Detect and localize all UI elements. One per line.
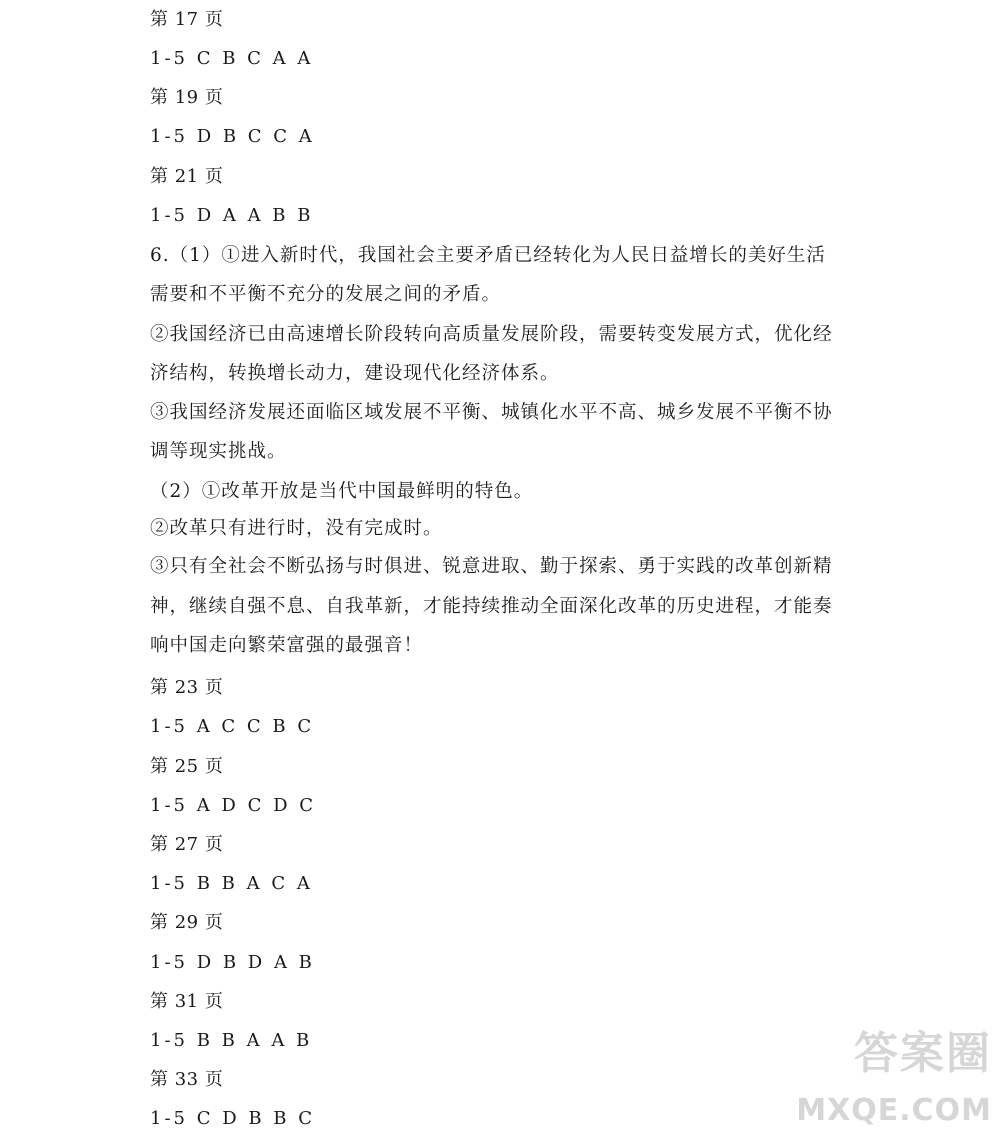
question-6-part-1-point-2-line-2: 济结构，转换增长动力，建设现代化经济体系。 xyxy=(150,363,560,384)
page-heading-23: 第 23 页 xyxy=(150,677,224,698)
question-6-part-2-point-3-line-2: 神，继续自强不息、自我革新，才能持续推动全面深化改革的历史进程，才能奏 xyxy=(150,596,833,617)
watermark-logo: 答案圈 xyxy=(854,1028,992,1079)
answers-page-31: 1-5 B B A A B xyxy=(150,1030,313,1051)
page-heading-21: 第 21 页 xyxy=(150,166,224,187)
answers-page-23: 1-5 A C C B C xyxy=(150,716,315,737)
page-heading-29: 第 29 页 xyxy=(150,912,224,933)
page-heading-31: 第 31 页 xyxy=(150,991,224,1012)
question-6-part-1-point-2-line-1: ②我国经济已由高速增长阶段转向高质量发展阶段，需要转变发展方式，优化经 xyxy=(150,324,833,345)
page-heading-25: 第 25 页 xyxy=(150,756,224,777)
question-6-part-1-point-1-line-2: 需要和不平衡不充分的发展之间的矛盾。 xyxy=(150,284,502,305)
question-6-part-1-point-3-line-1: ③我国经济发展还面临区域发展不平衡、城镇化水平不高、城乡发展不平衡不协 xyxy=(150,402,833,423)
question-6-part-2-point-2: ②改革只有进行时，没有完成时。 xyxy=(150,518,443,539)
answers-page-17: 1-5 C B C A A xyxy=(150,48,314,69)
answers-page-25: 1-5 A D C D C xyxy=(150,795,317,816)
answers-page-27: 1-5 B B A C A xyxy=(150,873,313,894)
watermark-url: MXQE.COM xyxy=(796,1093,992,1128)
question-6-part-2-point-3-line-1: ③只有全社会不断弘扬与时俱进、锐意进取、勤于探索、勇于实践的改革创新精 xyxy=(150,556,833,577)
page-heading-33: 第 33 页 xyxy=(150,1069,224,1090)
question-6-part-2-point-1: （2）①改革开放是当代中国最鲜明的特色。 xyxy=(150,481,534,502)
page-heading-17: 第 17 页 xyxy=(150,9,224,30)
answers-page-33: 1-5 C D B B C xyxy=(150,1108,316,1129)
site-watermark xyxy=(796,1028,992,1129)
page-heading-27: 第 27 页 xyxy=(150,834,224,855)
answers-page-29: 1-5 D B D A B xyxy=(150,952,315,973)
question-6-part-2-point-3-line-3: 响中国走向繁荣富强的最强音！ xyxy=(150,635,424,656)
answers-page-19: 1-5 D B C C A xyxy=(150,126,315,147)
question-6-part-1-point-3-line-2: 调等现实挑战。 xyxy=(150,441,287,462)
question-6-part-1-point-1-line-1: 6.（1）①进入新时代，我国社会主要矛盾已经转化为人民日益增长的美好生活 xyxy=(150,245,826,266)
page-heading-19: 第 19 页 xyxy=(150,87,224,108)
answers-page-21: 1-5 D A A B B xyxy=(150,205,314,226)
